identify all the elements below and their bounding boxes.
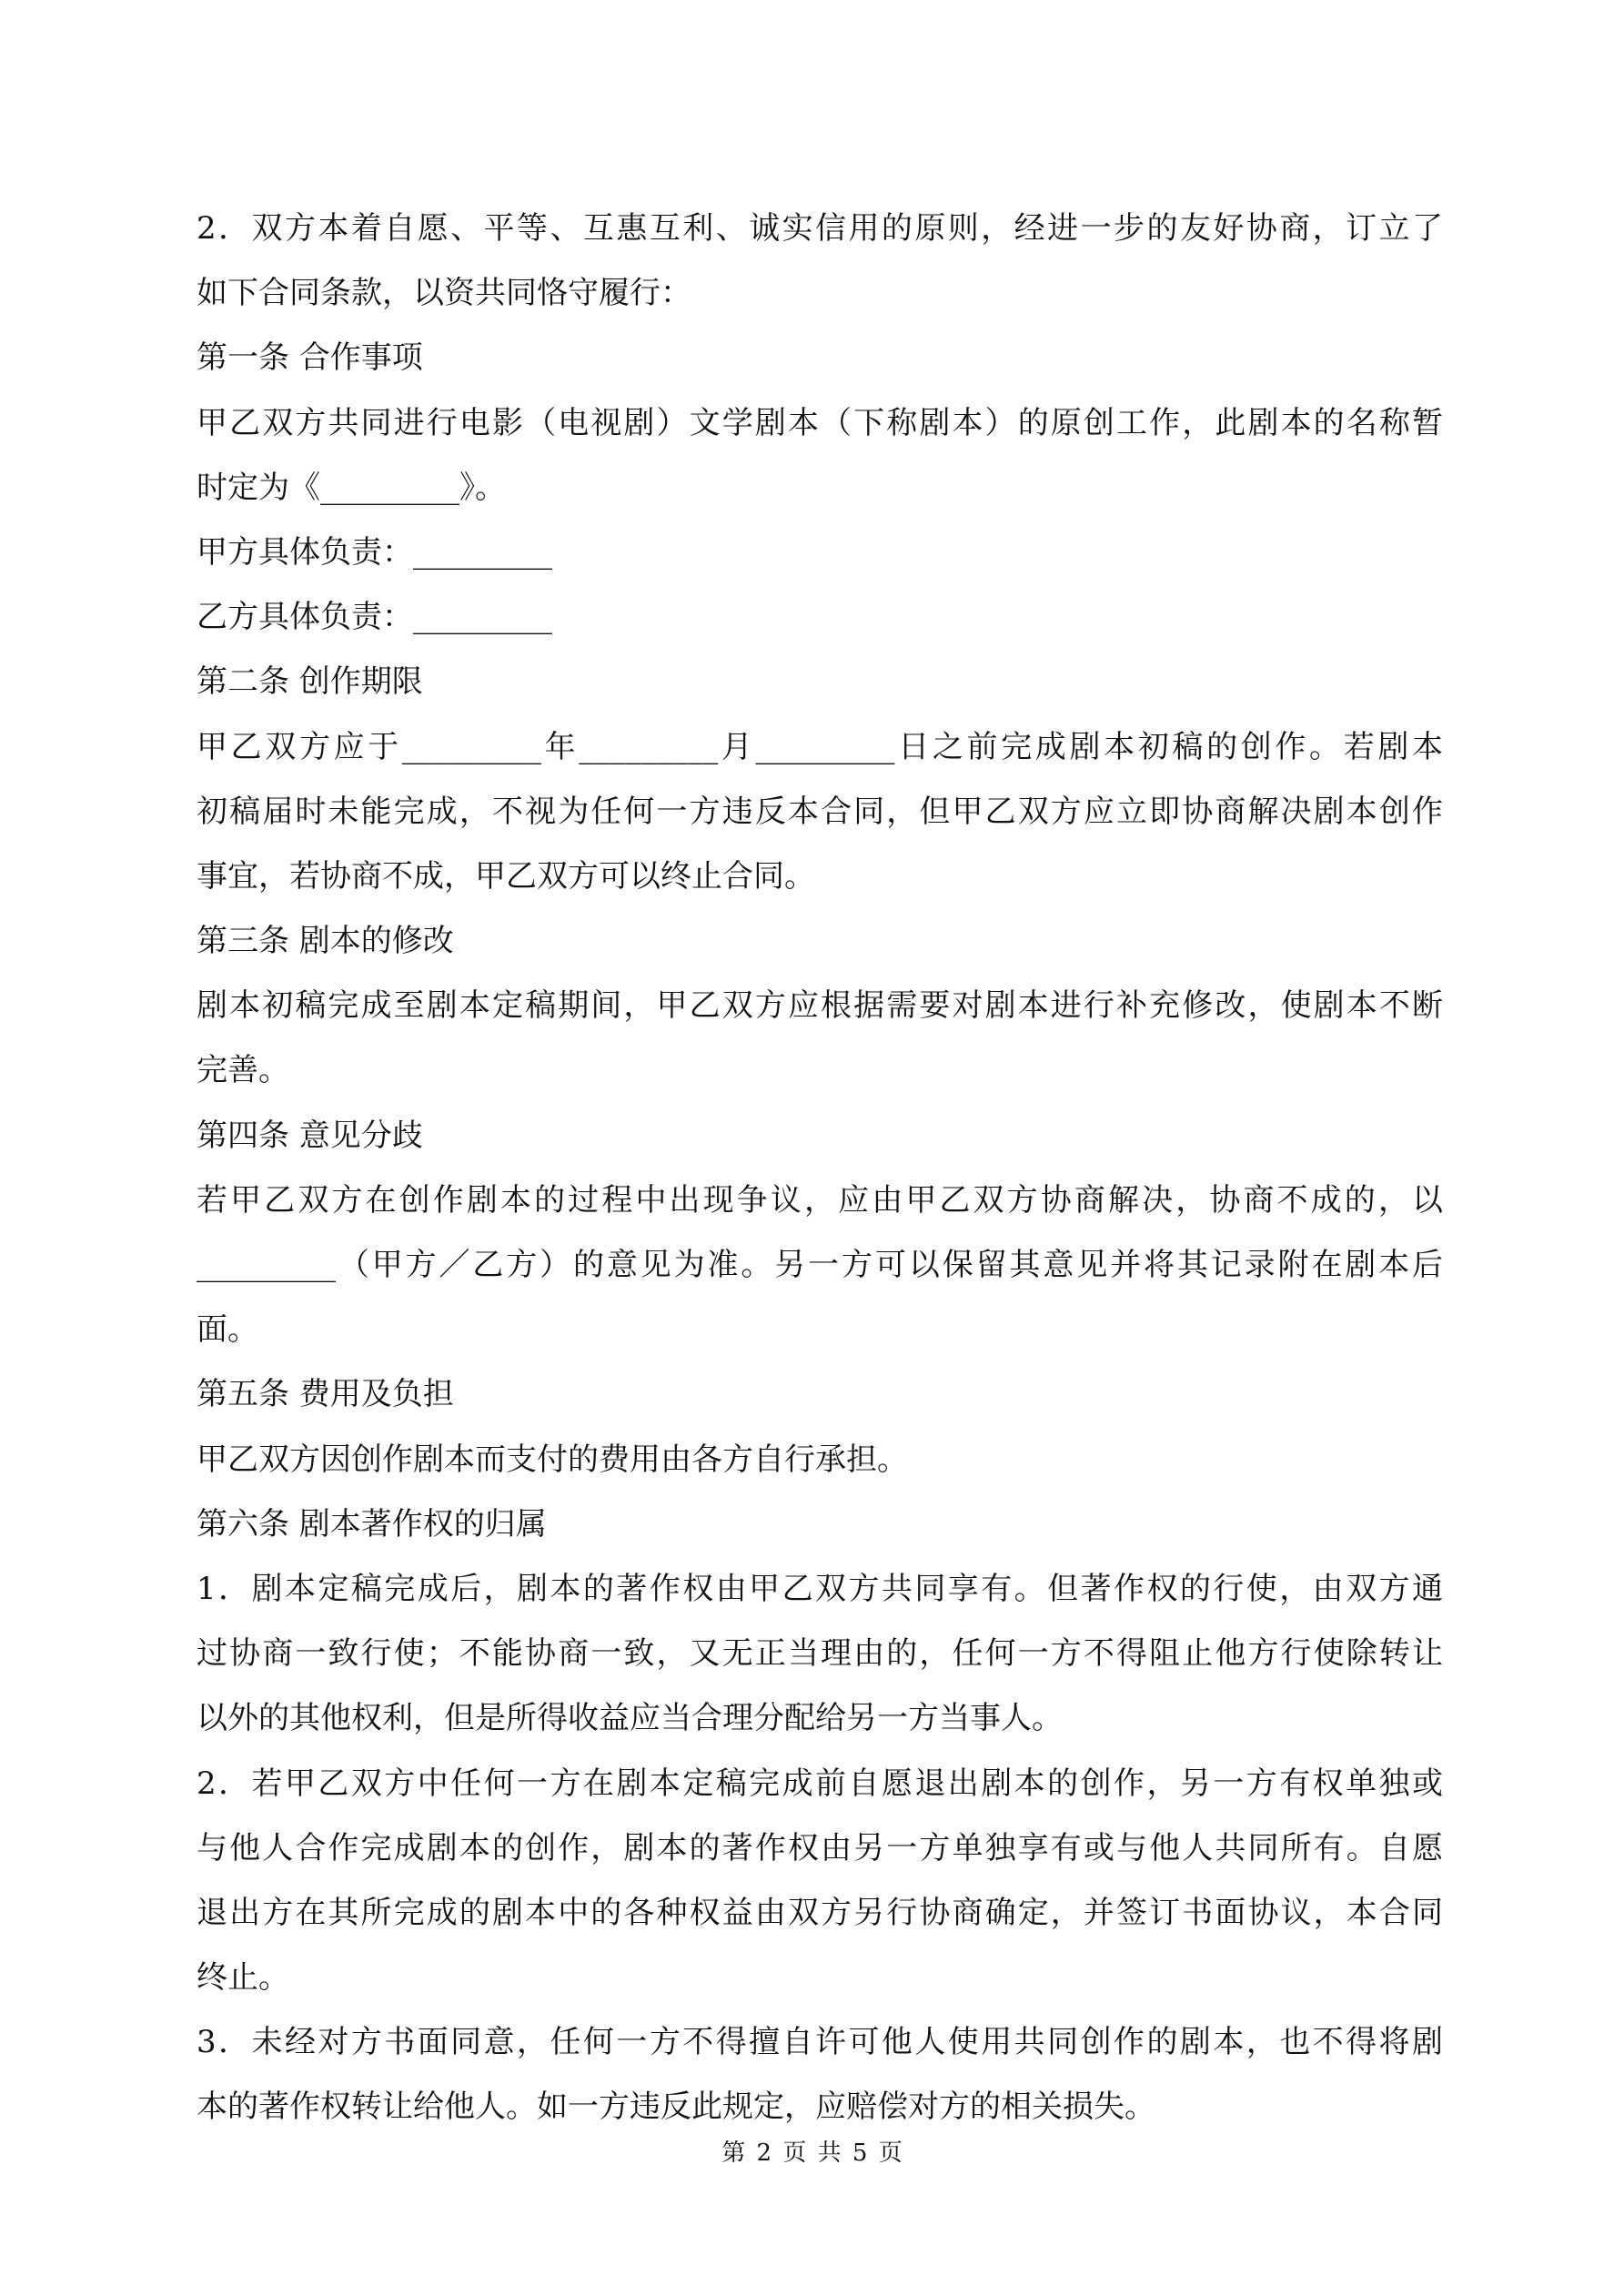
party-a-responsibility (197, 521, 1443, 585)
article-1-heading (197, 326, 1443, 390)
text-line: 乙方具体负责：_________ (197, 599, 552, 636)
article-4-body (197, 1168, 1443, 1363)
text-line: 第一条 合作事项 (197, 339, 423, 377)
article-1-body (197, 391, 1443, 521)
text-line: 剧本初稿完成至剧本定稿期间，甲乙双方应根据需要对剧本进行补充修改，使剧本不断 (197, 987, 1443, 1025)
text-line: 甲乙双方共同进行电影（电视剧）文学剧本（下称剧本）的原创工作，此剧本的名称暂 (197, 404, 1443, 441)
text-line: 以外的其他权利，但是所得收益应当合理分配给另一方当事人。 (197, 1700, 1063, 1737)
article-6-heading (197, 1492, 1443, 1557)
page-footer: 第 2 页 共 5 页 (721, 2139, 903, 2167)
article-4-heading (197, 1104, 1443, 1168)
article-6-item-2 (197, 1752, 1443, 2011)
text-line: 与他人合作完成剧本的创作，剧本的著作权由另一方单独享有或与他人共同所有。自愿 (197, 1829, 1443, 1866)
article-2-body (197, 715, 1443, 910)
text-line: 第六条 剧本著作权的归属 (197, 1505, 547, 1542)
text-line: 面。 (197, 1311, 258, 1349)
text-line: 完善。 (197, 1052, 289, 1089)
document-body (197, 197, 1443, 2140)
text-line: 3．未经对方书面同意，任何一方不得擅自许可他人使用共同创作的剧本，也不得将剧 (197, 2024, 1443, 2061)
article-5-heading (197, 1362, 1443, 1427)
article-6-item-1 (197, 1557, 1443, 1752)
text-line: 若甲乙双方在创作剧本的过程中出现争议，应由甲乙双方协商解决，协商不成的，以 (197, 1181, 1443, 1219)
text-line: 第二条 创作期限 (197, 663, 423, 701)
text-line: 第五条 费用及负担 (197, 1376, 454, 1413)
text-line: _________（甲方／乙方）的意见为准。另一方可以保留其意见并将其记录附在剧本后 (197, 1247, 1443, 1283)
text-line: 第四条 意见分歧 (197, 1117, 423, 1154)
text-line: 退出方在其所完成的剧本中的各种权益由双方另行协商确定，并签订书面协议，本合同 (197, 1894, 1443, 1931)
text-line: 本的著作权转让给他人。如一方违反此规定，应赔偿对方的相关损失。 (197, 2089, 1155, 2126)
text-line: 2．若甲乙双方中任何一方在剧本定稿完成前自愿退出剧本的创作，另一方有权单独或 (197, 1765, 1443, 1802)
text-line: 甲乙双方因创作剧本而支付的费用由各方自行承担。 (197, 1441, 908, 1478)
text-line: 第三条 剧本的修改 (197, 923, 454, 960)
text-line: 1．剧本定稿完成后，剧本的著作权由甲乙双方共同享有。但著作权的行使，由双方通 (197, 1570, 1443, 1607)
article-6-item-3 (197, 2010, 1443, 2139)
text-line: 甲乙双方应于_________年_________月_________日之前完成剧本初稿的创作。若剧本 (197, 728, 1443, 765)
text-line: 2．双方本着自愿、平等、互惠互利、诚实信用的原则，经进一步的友好协商，订立了 (197, 210, 1443, 247)
article-2-heading (197, 650, 1443, 714)
party-b-responsibility (197, 585, 1443, 650)
text-line: 事宜，若协商不成，甲乙双方可以终止合同。 (197, 857, 815, 895)
text-line: 时定为《_________》。 (197, 469, 506, 506)
text-line: 过协商一致行使；不能协商一致，又无正当理由的，任何一方不得阻止他方行使除转让 (197, 1635, 1443, 1673)
text-line: 如下合同条款，以资共同恪守履行： (197, 275, 691, 312)
text-line: 初稿届时未能完成，不视为任何一方违反本合同，但甲乙双方应立即协商解决剧本创作 (197, 793, 1443, 830)
article-5-body (197, 1428, 1443, 1492)
text-line: 终止。 (197, 1959, 289, 1997)
text-line: 甲方具体负责：_________ (197, 533, 552, 571)
article-3-body (197, 974, 1443, 1103)
intro-clause-2 (197, 197, 1443, 326)
article-3-heading (197, 909, 1443, 974)
